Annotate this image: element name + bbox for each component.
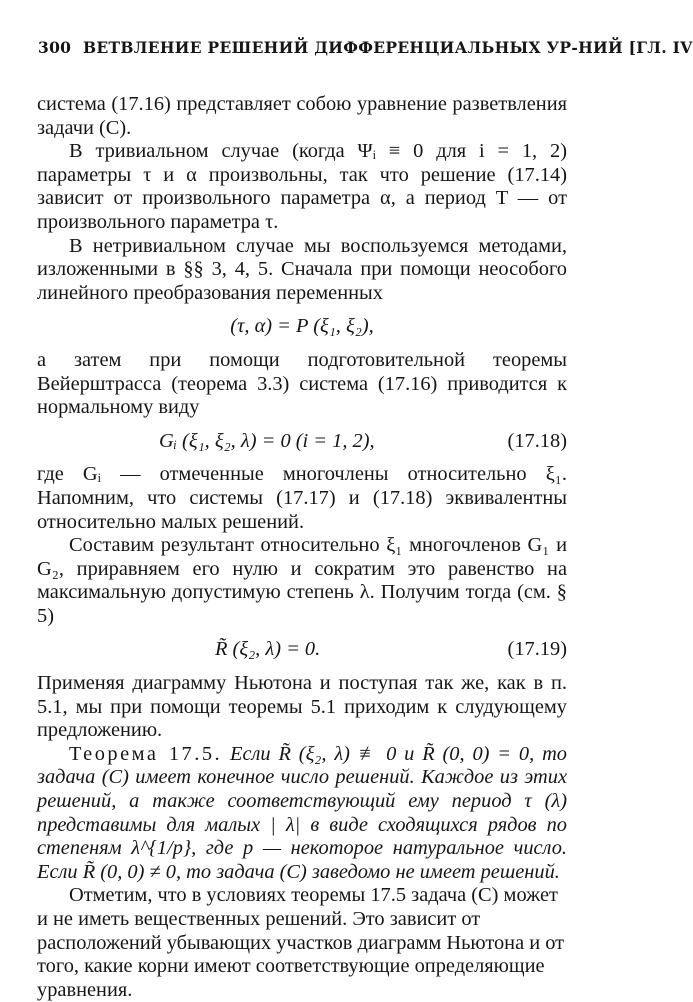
equation-number: (17.19): [507, 638, 567, 661]
page-body: [37, 93, 567, 1002]
paragraph-5: где Gᵢ — отмеченные многочлены относительно ξ₁. Напомним, что системы (17.17) и (17.18) эквивалентны относительно малых решений.: [37, 463, 567, 533]
paragraph-6: Составим результант относительно ξ₁ многочленов G₁ и G₂, приравняем его нулю и сократим это равенство на максимальную допустимую степень λ. Получим тогда (см. § 5): [37, 534, 567, 627]
paragraph-1: система (17.16) представляет собою уравнение разветвления задачи (C).: [37, 93, 567, 139]
formula-17-19: [37, 638, 567, 662]
formula-17-18: [37, 430, 567, 454]
paragraph-4: а затем при помощи подготовительной теоремы Вейерштрасса (теорема 3.3) система (17.16) приводится к нормальному виду: [37, 348, 567, 419]
paragraph-3: В нетривиальном случае мы воспользуемся методами, изложенными в §§ 3, 4, 5. Сначала при помощи неособого линейного преобразования переменных: [37, 234, 567, 304]
theorem-text: Если R̃ (ξ₂, λ) ≢ 0 и R̃ (0, 0) = 0, то задача (C) имеет конечное число решений. Каждое из этих решений, а также соответствующий ему период τ (λ) представимы для малых | λ| в виде сходящихся рядов по степеням λ^{1/p}, где p — некоторое натуральное число. Если R̃ (0, 0) ≠ 0, то задача (C) заведомо не имеет решений.: [37, 742, 567, 883]
formula-text: R̃ (ξ₂, λ) = 0.: [215, 638, 321, 661]
theorem-label: Теорема 17.5.: [69, 742, 223, 765]
page-number: 300: [38, 38, 72, 57]
paragraph-8: Отметим, что в условиях теоремы 17.5 задача (C) может и не иметь вещественных решений. Это зависит от расположений убывающих участков диаграмм Ньютона и от того, какие корни имеют соответствующие определяющие уравнения.: [37, 884, 565, 1001]
running-header: [38, 38, 693, 57]
theorem-17-5: [37, 743, 567, 885]
formula-text: (τ, α) = P (ξ₁, ξ₂),: [230, 315, 374, 338]
formula-transformation: [37, 315, 567, 339]
paragraph-7: Применяя диаграмму Ньютона и поступая так же, как в п. 5.1, мы при помощи теоремы 5.1 приходим к слудующему предложению.: [37, 672, 567, 742]
formula-text: Gᵢ (ξ₁, ξ₂, λ) = 0 (i = 1, 2),: [159, 429, 375, 452]
equation-number: (17.18): [507, 429, 567, 452]
paragraph-2: В тривиальном случае (когда Ψᵢ ≡ 0 для i = 1, 2) параметры τ и α произвольны, так что решение (17.14) зависит от произвольного параметра α, а период T — от произвольного параметра τ.: [37, 140, 567, 233]
running-title: ВЕТВЛЕНИЕ РЕШЕНИЙ ДИФФЕРЕНЦИАЛЬНЫХ УР-НИЙ [ГЛ. IV: [82, 38, 693, 57]
